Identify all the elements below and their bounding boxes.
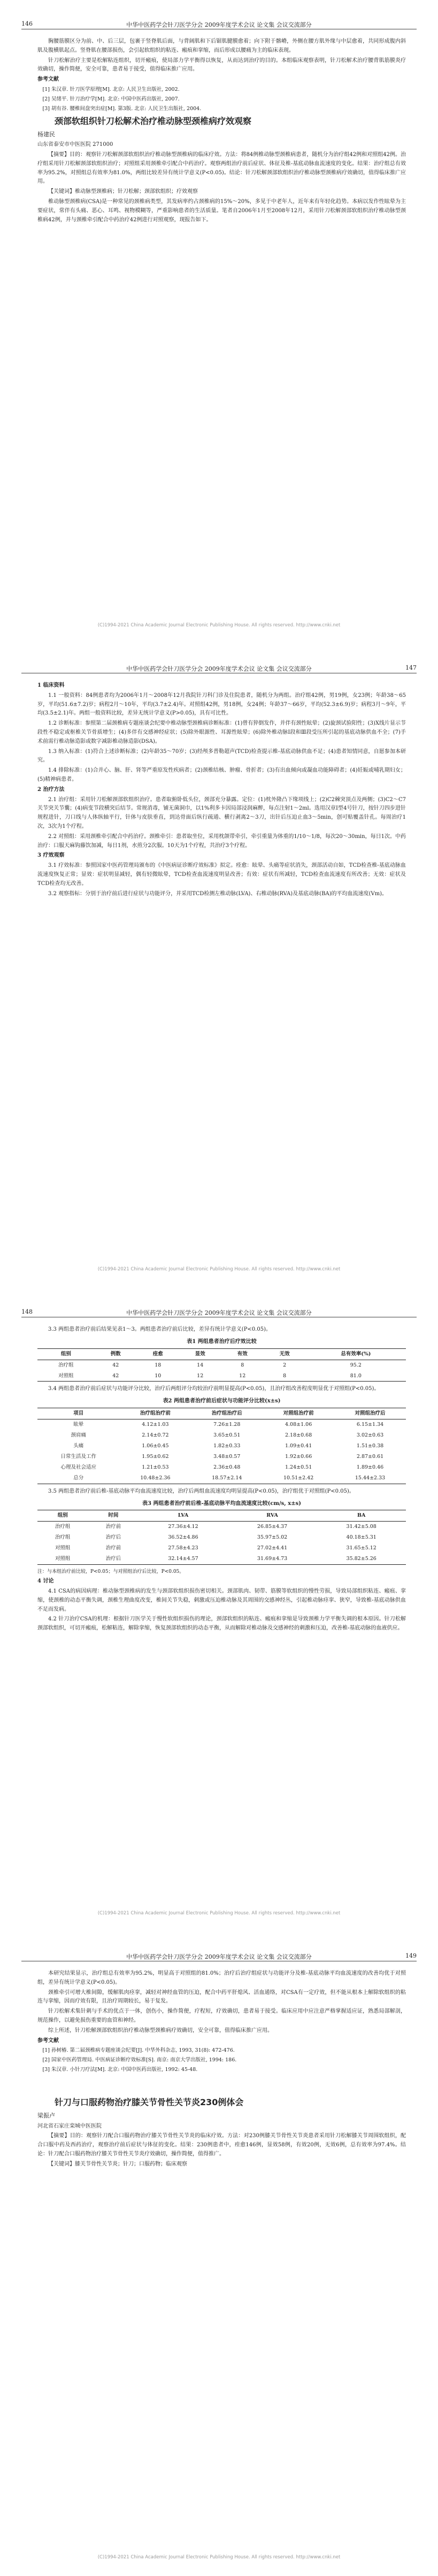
table-header-cell: 无效 — [279, 1351, 290, 1357]
paragraph: 1.2 诊断标准：参照第二届颈椎病专题座谈会纪要中椎动脉型颈椎病诊断标准：(1)曾有猝倒发作，并伴有颈性眩晕；(2)旋颈试验阳性；(3)X线片显示节段性不稳定或枢椎关节骨质增生；(4)多伴有交感神经症状；(5)除外眼源性、耳源性眩晕；(6)除外椎动脉Ⅰ段和Ⅲ段受压所引起的基底动脉供血不全；(7)手术前需行椎动脉造影或数字减影椎动脉造影(DSA)。 — [37, 720, 406, 744]
paragraph: 4.1 CSA的病因病理：椎动脉型颈椎病的发生与颈部软组织损伤密切相关。颈部肌肉、韧带、筋膜等软组织的慢性劳损，导致局部组织粘连、瘢痕、挛缩，使颈椎的动态平衡失调，颈椎生理曲度改变，椎间关节失稳，刺激或压迫椎动脉及其周围的交感神经丛，引起椎动脉痉挛、狭窄，导致椎-基底动脉供血不足而发病。 — [37, 1588, 406, 1612]
paragraph: 3.3 两组患者治疗前后结果见表1～3。两组患者治疗前后比较，差异有统计学意义(P<0.05)。 — [48, 1326, 271, 1332]
table-cell: 1.09±0.41 — [285, 1442, 312, 1449]
table-cell: 治疗组 — [55, 1534, 71, 1541]
table-header-cell: 例数 — [110, 1351, 121, 1357]
page-number: 147 — [405, 664, 417, 671]
references-heading: 参考文献 — [37, 2037, 59, 2044]
paragraph: 3.2 观察指标：分别于治疗前后进行症状与功能评分，并采用TCD检测左椎动脉(LVA)、右椎动脉(RVA)及基底动脉(BA)的平均血流速度(Vm)。 — [48, 890, 388, 897]
table-cell: 7.26±1.28 — [213, 1422, 241, 1427]
paragraph: 4.2 针刀治疗CSA的机理：根据针刀医学关于慢性软组织损伤的理论，颈部软组织的粘连、瘢痕和挛缩是导致颈椎力学平衡失调的根本原因。针刀松解颈部软组织，可切开瘢痕，松解粘连，解除挛缩，恢复颈部软组织的动态平衡，从而解除对椎动脉及交感神经的刺激和压迫，改善椎-基底动脉的血液供应。 — [37, 1616, 406, 1632]
table-cell: 15.44±2.33 — [355, 1475, 386, 1481]
table-cell: 3.65±0.51 — [213, 1432, 241, 1438]
page-number: 148 — [21, 1308, 33, 1315]
table-header-cell: 痊愈 — [152, 1351, 163, 1357]
paragraph: 针刀松解治疗主要是松解粘连组织，切开瘢痕，使局部力学平衡得以恢复，从而达到治疗的目的。本组临床观察表明，针刀松解术治疗腰背肌筋膜炎疗效确切，操作简便，安全可靠，患者易于接受，值得临床推广应用。 — [37, 57, 406, 73]
keywords: 【关键词】膝关节骨性关节炎；针刀；口服药物；临床观察 — [48, 2161, 187, 2167]
paragraph: 3.1 疗效标准：参照国家中医药管理局颁布的《中医病证诊断疗效标准》拟定。痊愈：眩晕、头痛等症状消失，颈部活动自如，TCD检查椎-基底动脉血流速度恢复正常；显效：症状明显减轻，偶有轻微眩晕，TCD检查血流速度明显改善；有效：症状有所减轻，TCD检查血流速度有所改善；无效：症状及TCD检查均无改善。 — [37, 863, 406, 887]
page-body — [37, 681, 406, 899]
table-row — [37, 1522, 406, 1532]
table-cell: 40.18±5.31 — [346, 1534, 376, 1541]
paragraph: 综上所述，针刀松解颈部软组织治疗椎动脉型颈椎病疗效确切，安全可靠，值得临床推广应用。 — [48, 2027, 273, 2034]
page-1 — [0, 0, 438, 644]
table-cell: 18 — [155, 1362, 162, 1368]
table-cell: 42 — [112, 1372, 119, 1379]
copyright-footer: (C)1994-2021 China Academic Journal Electronic Publishing House. All rights reserved. http://www.cnki.net — [97, 2555, 341, 2560]
paragraph: 针刀松解术集针刺与手术的优点于一体，创伤小，操作简便，疗程短，疗效确切，患者易于接受。临床应用中应注意严格掌握适应证，熟悉局部解剖，规范操作，以避免损伤重要的血管和神经。 — [37, 2008, 406, 2023]
author-affiliation: 河北省石家庄栾城中医医院 — [37, 2123, 102, 2129]
paragraph: 3.5 两组患者治疗前后椎-基底动脉平均血流速度比较，治疗后两组血流速度均明显提高(P<0.05)，治疗组优于对照组(P<0.05)。 — [48, 1488, 355, 1494]
table-cell: 日常生活及工作 — [60, 1453, 96, 1460]
table-cell: 头痛 — [73, 1442, 84, 1449]
page-2 — [0, 644, 438, 1288]
table-cell: 27.36±4.12 — [168, 1524, 198, 1530]
table-cell: 治疗前 — [105, 1545, 121, 1551]
table-caption: 表3 两组患者治疗前后椎-基底动脉平均血流速度比较(cm/s, x±s) — [142, 1500, 301, 1507]
table-cell: 8 — [241, 1362, 244, 1368]
table-header-cell: 对照组治疗前 — [283, 1410, 314, 1417]
table-cell: 治疗后 — [105, 1556, 121, 1562]
paragraph: 本研究结果显示，治疗组总有效率为95.2%，明显高于对照组的81.0%；治疗后治疗组症状与功能评分及椎-基底动脉平均血流速度的改善均优于对照组，差异有统计学意义(P<0.05)。 — [37, 1970, 406, 1985]
page-4 — [0, 1932, 438, 2576]
paragraph: 2.1 治疗组：采用针刀松解颈部软组织治疗。患者取俯卧低头位，颈部充分暴露。定位：(1)枕外隆凸下缘项线上；(2)C2棘突顶点及两侧；(3)C2～C7关节突关节囊；(4)病变节段横突后结节。常规消毒，铺无菌洞巾，以1%利多卡因局部浸润麻醉，每点注射1～2ml。选用汉章Ⅰ型4号针刀，按针刀四步进针规程进针，刀口线与人体纵轴平行，针体与皮肤垂直，到达骨面后纵行疏通、横行剥离2～3刀，出针后压迫止血3～5min，创可贴覆盖针孔。每周治疗1次，3次为1个疗程。 — [37, 796, 406, 829]
table-cell: 31.42±5.08 — [346, 1524, 376, 1530]
table-cell: 眩晕 — [73, 1422, 84, 1427]
table-cell: 3.02±0.63 — [356, 1432, 384, 1438]
table-row — [37, 1430, 406, 1441]
table-cell: 35.97±5.02 — [257, 1534, 288, 1541]
paragraph: 1.1 一般资料：84例患者均为2006年1月～2008年12月我院针刀科门诊及住院患者，随机分为两组。治疗组42例，男19例，女23例；年龄38～65岁，平均(51.6±7.2)岁；病程2月～10年，平均(3.7±2.4)年。对照组42例，男18例，女24例；年龄37～66岁，平均(52.3±6.9)岁；病程3月～9年，平均(3.5±2.1)年。两组一般资料比较，差异无统计学意义(P>0.05)，具有可比性。 — [37, 692, 406, 717]
copyright-footer: (C)1994-2021 China Academic Journal Electronic Publishing House. All rights reserved. http://www.cnki.net — [97, 1267, 341, 1272]
table-cell: 1.51±0.38 — [356, 1442, 384, 1449]
table-cell: 10.48±2.36 — [140, 1475, 171, 1481]
table-header-cell: RVA — [266, 1512, 278, 1519]
paragraph: 1.3 纳入标准：(1)符合上述诊断标准；(2)年龄35～70岁；(3)经颅多普勒超声(TCD)检查提示椎-基底动脉供血不足；(4)患者知情同意，自愿参加本研究。 — [37, 748, 406, 764]
page-body — [37, 1969, 406, 2170]
running-header — [21, 663, 417, 673]
paragraph: 胸腰筋膜区分为前、中、后三层，包裹于竖脊肌后面，与背阔肌和下后锯肌腱膜愈着；向下附于髂嵴，外侧在腰方肌外缘与中层愈着，共同形成腹内斜肌及腹横肌起点。竖脊肌在腰部损伤，会引起软组织的粘连、瘢痕和挛缩，而后形成以腰痛为主的临床表现。 — [37, 38, 406, 53]
section-heading: 3 疗效观察 — [37, 852, 65, 859]
table-cell: 2.87±0.61 — [356, 1453, 384, 1460]
table-cell: 27.58±4.23 — [168, 1545, 198, 1551]
reference-item: [2] 国家中医药管理局. 中医病证诊断疗效标准[S]. 南京: 南京大学出版社, 1994: 186. — [42, 2057, 237, 2063]
page-body — [37, 1325, 406, 1634]
table-header-cell: 对照组治疗后 — [355, 1410, 386, 1417]
table-header-cell: BA — [357, 1512, 366, 1519]
table-cell: 12 — [239, 1372, 246, 1379]
table-cell: 2 — [283, 1362, 287, 1368]
table-header-cell: 总有效率(%) — [341, 1351, 371, 1357]
table-row — [37, 1554, 406, 1564]
table-cell: 4.08±1.06 — [285, 1422, 312, 1427]
section-heading: 1 临床资料 — [37, 682, 65, 688]
table-cell: 31.69±4.73 — [257, 1556, 288, 1562]
article-author: 杨建民 — [37, 130, 55, 138]
table-cell: 2.14±0.72 — [142, 1432, 169, 1438]
paragraph: 1.4 排除标准：(1)合并心、脑、肝、肾等严重原发性疾病者；(2)颈椎结核、肿瘤、骨折者；(3)有出血倾向或凝血功能障碍者；(4)妊娠或哺乳期妇女；(5)精神病患者。 — [37, 767, 406, 782]
table-cell: 14 — [197, 1362, 204, 1368]
page-number: 149 — [405, 1952, 417, 1959]
table-cell: 31.65±5.12 — [346, 1545, 376, 1551]
article-author: 梁振卢 — [37, 2112, 55, 2120]
table-cell: 36.52±4.86 — [168, 1534, 198, 1541]
section-heading: 4 讨论 — [37, 1578, 54, 1585]
table-cell: 35.82±5.26 — [346, 1556, 376, 1562]
table-row — [37, 1452, 406, 1462]
table-row — [37, 1543, 406, 1554]
reference-item: [3] 朱汉章. 小针刀疗法[M]. 北京: 中国中医药出版社, 1992: 45-48. — [42, 2067, 198, 2073]
table-row — [37, 1462, 406, 1473]
page-3 — [0, 1288, 438, 1932]
table-cell: 对照组 — [58, 1372, 74, 1379]
table-cell: 95.2 — [350, 1362, 362, 1368]
table-cell: 1.89±0.46 — [356, 1464, 384, 1470]
header-title: 中华中医药学会针刀医学分会 2009年度学术会议 论文集 会议交流部分 — [126, 21, 312, 28]
table-cell: 26.85±4.37 — [257, 1524, 288, 1530]
table-caption: 表1 两组患者治疗后疗效比较 — [187, 1338, 257, 1345]
table-header-cell: 项目 — [73, 1410, 84, 1417]
table-cell: 32.14±4.57 — [168, 1556, 198, 1562]
table-row — [37, 1473, 406, 1484]
table-cell: 治疗组 — [55, 1524, 71, 1530]
references-heading: 参考文献 — [37, 76, 59, 83]
header-title: 中华中医药学会针刀医学分会 2009年度学术会议 论文集 会议交流部分 — [126, 1309, 312, 1316]
keywords: 【关键词】椎动脉型颈椎病；针刀松解；颈部软组织；疗效观察 — [48, 189, 198, 195]
table-cell: 12 — [197, 1372, 204, 1379]
abstract: 【摘要】目的：观察针刀松解颈部软组织治疗椎动脉型颈椎病的临床疗效。方法：将84例椎动脉型颈椎病患者，随机分为治疗组42例和对照组42例。治疗组采用针刀松解颈部软组织治疗；对照组采用颈椎牵引配合中药治疗。观察两组治疗前后症状、体征及椎-基底动脉血流速度的变化。结果：治疗组总有效率为95.2%，对照组总有效率为81.0%，两组比较差异有统计学意义(P<0.05)。结论：针刀松解颈部软组织治疗椎动脉型颈椎病疗效确切，值得临床推广应用。 — [37, 151, 406, 185]
table-header-cell: LVA — [178, 1512, 189, 1519]
copyright-footer: (C)1994-2021 China Academic Journal Electronic Publishing House. All rights reserved. http://www.cnki.net — [97, 623, 341, 628]
table-cell: 对照组 — [55, 1545, 71, 1551]
table-cell: 10.51±2.42 — [283, 1475, 314, 1481]
table-cell: 1.21±0.53 — [142, 1464, 169, 1470]
section-heading: 2 治疗方法 — [37, 786, 65, 793]
table-cell: 对照组 — [55, 1556, 71, 1562]
table-cell: 2.18±0.68 — [285, 1432, 312, 1438]
table-cell: 10 — [155, 1372, 162, 1379]
author-affiliation: 山东省泰安市中医医院 271000 — [37, 142, 113, 148]
table-header-cell: 组别 — [57, 1512, 68, 1519]
paragraph: 3.4 两组患者治疗前后症状与功能评分比较，治疗后两组评分均较治疗前明显提高(P<0.05)，且治疗组改善程度明显优于对照组(P<0.05)。 — [48, 1386, 380, 1392]
reference-item: [2] 吴绪平. 针刀治疗学[M]. 北京: 中国中医药出版社, 2007. — [42, 96, 180, 102]
header-title: 中华中医药学会针刀医学分会 2009年度学术会议 论文集 会议交流部分 — [126, 665, 312, 672]
table-row — [37, 1441, 406, 1452]
paragraph: 颈椎牵引可增大椎间隙，缓解肌肉痉挛，减轻对神经血管的压迫，配合中药平肝熄风、活血通络，对CSA有一定疗效，但不能从根本上解除软组织的粘连与挛缩，因而疗效有限，且治疗周期较长，易于复发。 — [37, 1989, 406, 2005]
table-header-cell: 时间 — [108, 1512, 119, 1519]
reference-item: [3] 胡有谷. 腰椎间盘突出症[M]. 第3版. 北京: 人民卫生出版社, 2004. — [42, 105, 202, 112]
table-cell: 4.12±1.03 — [142, 1422, 169, 1427]
table-cell: 6.15±1.34 — [356, 1422, 384, 1427]
table-cell: 1.24±0.51 — [285, 1464, 312, 1470]
paragraph: 椎动脉型颈椎病(CSA)是一种常见的颈椎病类型，其发病率约占颈椎病的15%～20%，多见于中老年人，近年来有年轻化趋势。本病以发作性眩晕为主要症状，常伴有头痛、恶心、耳鸣、视物模糊等，严重影响患者的生活质量。笔者自2006年1月至2008年12月，采用针刀松解颈部软组织治疗椎动脉型颈椎病42例，并与颈椎牵引配合中药治疗42例进行对照观察，现报告如下。 — [37, 198, 406, 223]
running-header — [21, 1951, 417, 1961]
table-cell: 治疗前 — [105, 1524, 121, 1530]
table-header-cell: 组别 — [60, 1351, 71, 1357]
table-cell: 1.92±0.66 — [285, 1453, 312, 1460]
copyright-footer: (C)1994-2021 China Academic Journal Electronic Publishing House. All rights reserved. http://www.cnki.net — [97, 1911, 341, 1916]
table-cell: 8 — [283, 1372, 287, 1379]
article-title: 针刀与口服药物治疗膝关节骨性关节炎230例体会 — [55, 2097, 244, 2108]
paragraph: 2.2 对照组：采用颈椎牵引配合中药治疗。颈椎牵引：患者取坐位，采用枕颌带牵引，牵引重量为体重的1/10～1/8，每次20～30min，每日1次。中药治疗：口服天麻钩藤饮加减，每日1剂，水煎分2次服。10天为1个疗程，共治疗3个疗程。 — [37, 833, 406, 849]
table-cell: 颈肩痛 — [71, 1432, 86, 1438]
table-cell: 1.82±0.33 — [213, 1442, 241, 1449]
table-cell: 治疗组 — [58, 1362, 74, 1368]
table-cell: 3.48±0.57 — [213, 1453, 241, 1460]
header-title: 中华中医药学会针刀医学分会 2009年度学术会议 论文集 会议交流部分 — [126, 1953, 312, 1960]
table-row — [37, 1419, 406, 1430]
table-header-cell: 有效 — [237, 1351, 248, 1357]
reference-item: [1] 朱汉章. 针刀医学原理[M]. 北京: 人民卫生出版社, 2002. — [42, 86, 180, 92]
table-cell: 1.06±0.45 — [142, 1442, 169, 1449]
table-cell: 81.0 — [350, 1372, 362, 1379]
table-header-cell: 治疗组治疗后 — [211, 1410, 242, 1417]
table-3 — [37, 1498, 406, 1565]
page-number: 146 — [21, 20, 33, 27]
table-2 — [37, 1395, 406, 1484]
table-cell: 42 — [112, 1362, 119, 1368]
table-1 — [37, 1336, 406, 1382]
page-body — [37, 37, 406, 226]
table-cell: 总分 — [73, 1475, 84, 1481]
running-header — [21, 19, 417, 29]
table-header-cell: 显效 — [195, 1351, 205, 1357]
table-header-cell: 治疗组治疗前 — [140, 1410, 171, 1417]
table-note: 注：与本组治疗前比较，P<0.05；与对照组治疗后比较，P<0.05。 — [37, 1569, 185, 1575]
table-row — [37, 1532, 406, 1543]
table-cell: 2.36±0.48 — [213, 1464, 241, 1470]
reference-item: [1] 孙树椿. 第二届颈椎病专题座谈会纪要[J]. 中华外科杂志, 1993, 31(8): 472-476. — [42, 2047, 235, 2054]
table-cell: 心理及社会适应 — [60, 1464, 96, 1470]
table-cell: 1.95±0.62 — [142, 1453, 169, 1460]
table-cell: 治疗后 — [105, 1534, 121, 1541]
table-row — [37, 1371, 406, 1382]
table-cell: 18.57±2.14 — [212, 1475, 242, 1481]
table-caption: 表2 两组患者治疗前后症状与功能评分比较(x±s) — [163, 1398, 281, 1405]
article-title: 颈部软组织针刀松解术治疗椎动脉型颈椎病疗效观察 — [55, 115, 252, 126]
abstract: 【摘要】目的：观察针刀配合口服药物治疗膝关节骨性关节炎的临床疗效。方法：对230例膝关节骨性关节炎患者采用针刀松解膝关节周围软组织，配合口服中药及西药治疗，观察治疗前后症状与体征的变化。结果：230例患者中，痊愈146例，显效58例，有效20例，无效6例，总有效率为97.4%。结论：针刀配合口服药物治疗膝关节骨性关节炎疗效确切，操作简便，值得推广。 — [37, 2133, 406, 2157]
running-header — [21, 1307, 417, 1317]
table-row — [37, 1360, 406, 1370]
table-cell: 27.02±4.41 — [257, 1545, 288, 1551]
